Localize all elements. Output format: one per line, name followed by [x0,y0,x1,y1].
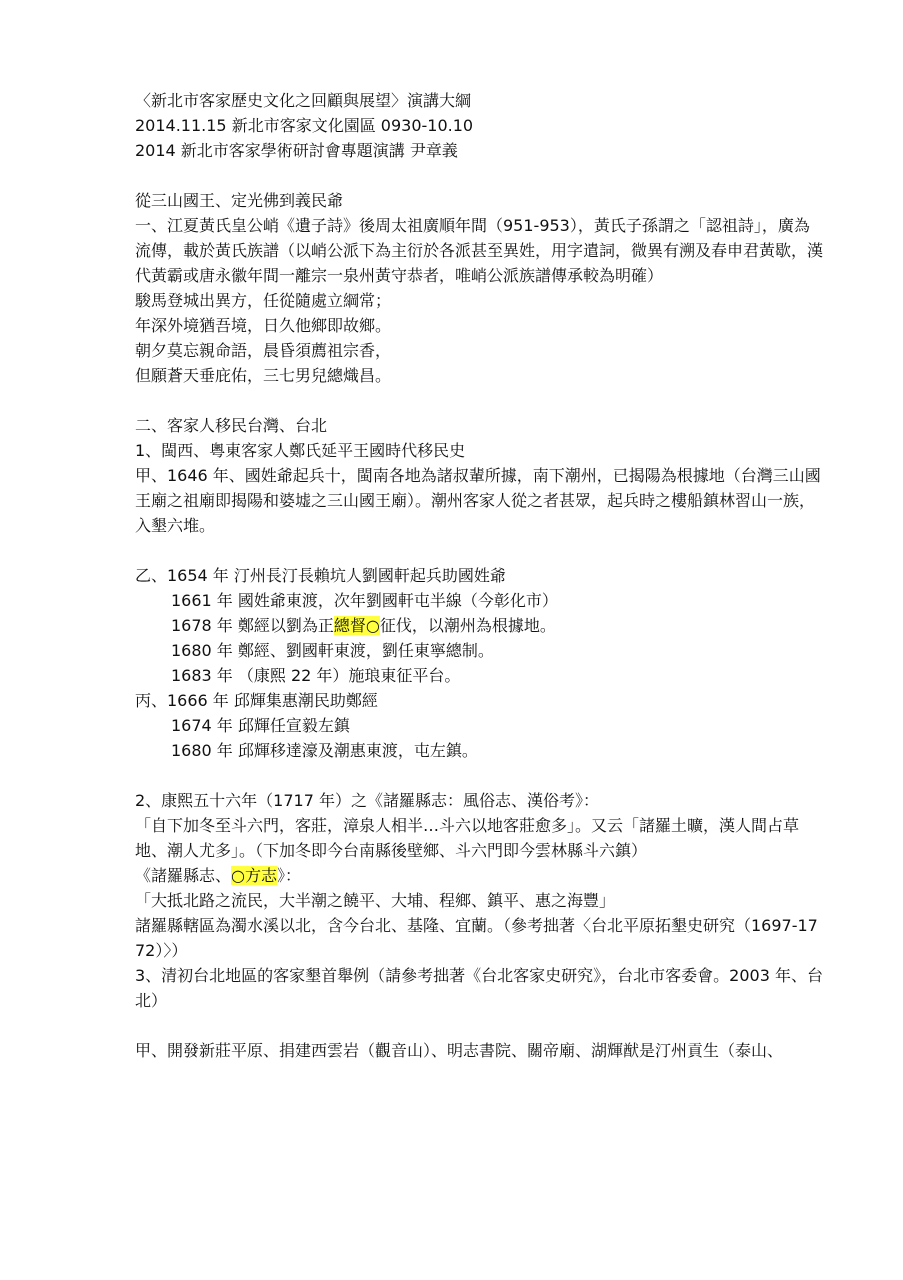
spacer [135,163,825,188]
timeline-entry: 1661 年 國姓爺東渡，次年劉國軒屯半線（今彰化市） [171,591,558,610]
highlighted-text: ○方志 [231,866,277,885]
section-heading: 從三山國王、定光佛到義民爺 [135,191,344,210]
paragraph: 甲、1646 年、國姓爺起兵十，閩南各地為諸叔輩所據，南下潮州，已揭陽為根據地（台灣三山國王廟之祖廟即揭陽和婆墟之三山國王廟）。潮州客家人從之者甚眾，起兵時之樓船鎮林習山一族，入墾六堆。 [135,466,821,535]
highlighted-text: 總督○ [333,616,380,635]
paragraph: 一、江夏黃氏皇公峭《遺子詩》後周太祖廣順年間（951-953），黃氏子孫謂之「認祖詩」，廣為流傳，載於黃氏族譜（以峭公派下為主衍於各派甚至異姓，用字遣詞，微異有溯及春申君黃歇，漢代黃霸或唐永徽年間一離宗一泉州黃守恭者，唯峭公派族譜傳承較為明確） [135,216,824,285]
subsection-heading: 3、清初台北地區的客家墾首舉例（請參考拙著《台北客家史研究》，台北市客委會。2003 年、台北） [135,966,823,1010]
spacer [135,1013,825,1038]
timeline-entry: 1678 年 鄭經以劉為正總督○征伐，以潮州為根據地。 [171,616,556,635]
poem-line: 駿馬登城出異方，任從隨處立綱常； [135,291,392,310]
poem-line: 年深外境猶吾境，日久他鄉即故鄉。 [135,316,392,335]
spacer [135,763,825,788]
lecture-date-venue: 2014.11.15 新北市客家文化園區 0930-10.10 [135,116,474,135]
timeline-entry: 1683 年 （康熙 22 年）施琅東征平台。 [171,666,461,685]
spacer [135,388,825,413]
lecture-title: 〈新北市客家歷史文化之回顧與展望〉演講大綱 [135,91,472,110]
spacer [135,538,825,563]
lecture-event: 2014 新北市客家學術研討會專題演講 尹章義 [135,141,458,160]
subsection-heading: 2、康熙五十六年（1717 年）之《諸羅縣志：風俗志、漢俗考》： [135,791,599,810]
section-heading: 二、客家人移民台灣、台北 [135,416,328,435]
quote-paragraph: 「自下加冬至斗六門，客莊，漳泉人相半…斗六以地客莊愈多」。又云「諸羅土曠，漢人間占草地、潮人尤多」。（下加冬即今台南縣後壁鄉、斗六門即今雲林縣斗六鎮） [135,816,800,860]
document-body [135,88,825,1063]
subsection-heading: 1、閩西、粵東客家人鄭氏延平王國時代移民史 [135,441,466,460]
timeline-entry: 乙、1654 年 汀州長汀長賴坑人劉國軒起兵助國姓爺 [135,566,506,585]
timeline-entry: 1674 年 邱輝任宣毅左鎮 [171,716,350,735]
quote-line: 「大抵北路之流民，大半潮之饒平、大埔、程鄉、鎮平、惠之海豐」 [135,891,616,910]
paragraph: 甲、開發新莊平原、捐建西雲岩（觀音山）、明志書院、關帝廟、湖輝猷是汀州貢生（泰山、 [135,1041,784,1060]
poem-line: 但願蒼天垂庇佑，三七男兒總熾昌。 [135,366,392,385]
timeline-entry: 1680 年 邱輝移達濠及潮惠東渡，屯左鎮。 [171,741,478,760]
poem-line: 朝夕莫忘親命語，晨昏須薦祖宗香， [135,341,392,360]
timeline-entry: 1680 年 鄭經、劉國軒東渡，劉任東寧總制。 [171,641,494,660]
citation-line: 《諸羅縣志、○方志》： [135,866,301,885]
timeline-entry: 丙、1666 年 邱輝集惠潮民助鄭經 [135,691,378,710]
paragraph: 諸羅縣轄區為濁水溪以北，含今台北、基隆、宜蘭。（參考拙著〈台北平原拓墾史研究（1697-1772）〉） [135,916,818,960]
